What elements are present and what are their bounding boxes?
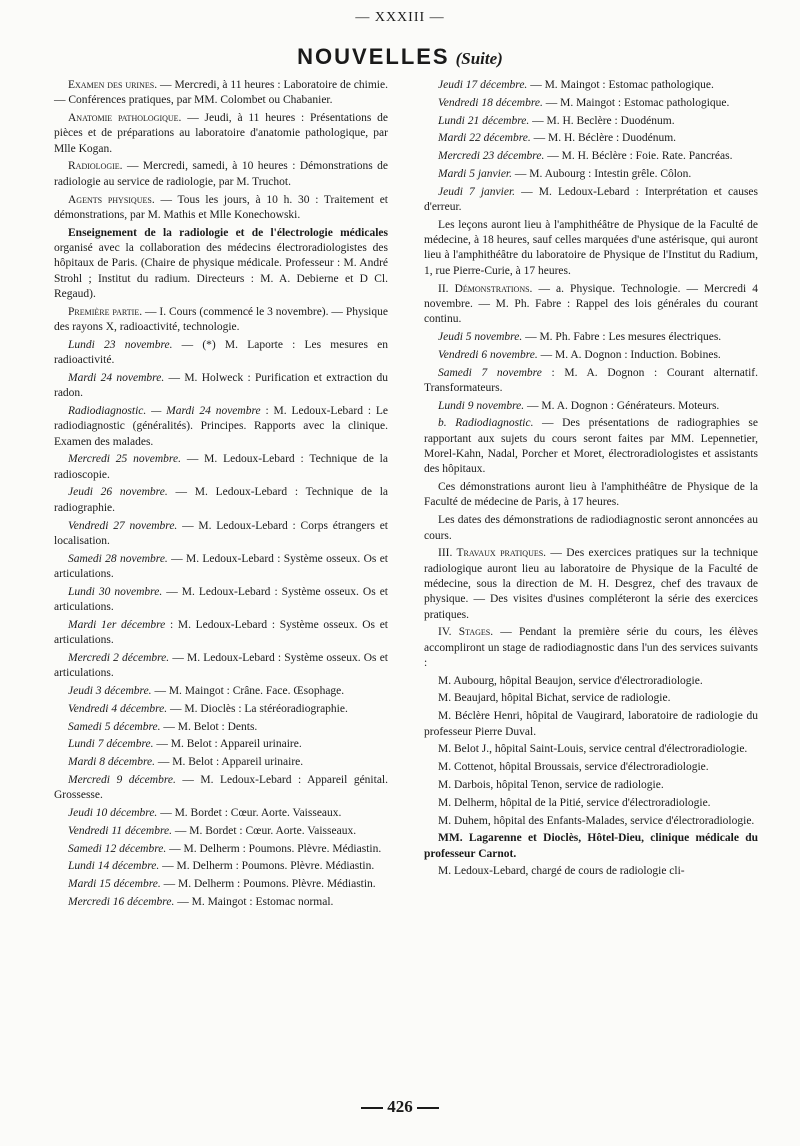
session-item: [424, 366, 758, 397]
session-item: [54, 720, 388, 735]
session-date: Lundi 30 novembre.: [68, 585, 163, 598]
session-item: [54, 371, 388, 402]
text-agents: — Tous les jours, à 10 h. 30 : Traitement et démonstrations, par M. Mathis et Mlle Konechowski.: [54, 193, 388, 221]
label-stages: IV. Stages.: [438, 626, 494, 639]
session-date: Lundi 21 décembre.: [438, 114, 530, 127]
session-item: [54, 702, 388, 717]
session-item: [54, 824, 388, 839]
session-text: — M. Holweck : Purification et extraction du radon.: [54, 371, 388, 400]
session-text: — M. Bordet : Cœur. Aorte. Vaisseaux.: [157, 807, 342, 820]
session-item: [54, 651, 388, 682]
session-text: : M. A. Dognon : Courant alternatif. Transformateurs.: [424, 366, 758, 394]
session-text: : M. Ledoux-Lebard : Le radiodiagnostic (généralités). Principes. Rapports avec la clinique. Examen des malades.: [54, 404, 389, 448]
session-date: Samedi 12 décembre.: [68, 842, 167, 855]
session-date: Mardi 15 décembre.: [68, 878, 161, 891]
session-item: [54, 773, 388, 804]
session-item: [54, 859, 388, 874]
session-item: [424, 185, 758, 216]
session-date: Samedi 5 décembre.: [68, 720, 161, 733]
session-date: Mardi 1er décembre: [68, 618, 166, 631]
session-date: Radiodiagnostic. — Mardi 24 novembre: [68, 404, 261, 417]
label-premiere-partie: Première partie.: [68, 305, 143, 318]
session-item: [424, 131, 758, 146]
session-date: Mercredi 23 décembre.: [438, 150, 545, 163]
session-text: — M. Ledoux-Lebard : Interprétation et causes d'erreur.: [424, 185, 758, 214]
session-date: Mercredi 16 décembre.: [68, 896, 175, 909]
session-date: Mardi 24 novembre.: [68, 371, 165, 384]
session-date: Vendredi 27 novembre.: [68, 519, 178, 532]
label-anatomie: Anatomie pathologique.: [68, 112, 182, 125]
paragraph-demonstrations: [424, 282, 758, 328]
label-agents: Agents physiques.: [68, 193, 155, 206]
session-date: Samedi 7 novembre: [438, 366, 542, 379]
session-text: — M. A. Dognon : Générateurs. Moteurs.: [524, 399, 720, 412]
session-item: [54, 404, 388, 450]
session-text: — M. Maingot : Estomac pathologique.: [542, 96, 730, 109]
session-text: — M. H. Béclère : Duodénum.: [530, 132, 677, 145]
text-anatomie: — Jeudi, à 11 heures : Présentations de pièces et de préparations au laboratoire d'anatomie pathologique, par Mlle Kogan.: [54, 112, 388, 155]
session-text: — M. Delherm : Poumons. Plèvre. Médiastin.: [166, 842, 382, 855]
session-text: — (*) M. Laporte : Les mesures en radioactivité.: [54, 338, 388, 367]
label-radiodiagnostic: b. Radiodiagnostic.: [438, 417, 534, 430]
session-item: [54, 895, 388, 910]
paragraph-radiodiagnostic: [424, 416, 758, 477]
session-item: [424, 330, 758, 345]
session-text: — M. Ledoux-Lebard : Système osseux. Os et articulations.: [54, 585, 388, 613]
stage-item: M. Beaujard, hôpital Bichat, service de radiologie.: [438, 692, 671, 705]
text-examens: — Mercredi, à 11 heures : Laboratoire de chimie. — Conférences pratiques, par MM. Colombet ou Chabanier.: [54, 79, 388, 107]
footer-dash-right: [417, 1107, 439, 1109]
paragraph-agents: [54, 193, 388, 224]
session-text: — M. Ledoux-Lebard : Technique de la radiographie.: [54, 486, 388, 514]
stage-item: M. Cottenot, hôpital Broussais, service d'électroradiologie.: [438, 761, 709, 774]
session-date: Samedi 28 novembre.: [68, 552, 168, 565]
text-radiologie: — Mercredi, samedi, à 10 heures : Démonstrations de radiologie au service de radiologie, par M. Truchot.: [54, 160, 388, 188]
session-text: — M. Dioclès : La stéréoradiographie.: [167, 702, 348, 715]
paragraph-enseignement: [54, 226, 388, 302]
paragraph-radiologie: [54, 159, 388, 190]
session-text: — M. Maingot : Estomac pathologique.: [527, 79, 714, 91]
session-date: Jeudi 5 novembre.: [438, 330, 523, 343]
stage-item: M. Belot J., hôpital Saint-Louis, service central d'électroradiologie.: [438, 743, 748, 756]
session-date: Mercredi 9 décembre.: [68, 773, 176, 786]
right-session-list: [424, 78, 758, 215]
session-date: Mardi 5 janvier.: [438, 167, 512, 180]
stage-item: M. Béclère Henri, hôpital de Vaugirard, laboratoire de radiologie du professeur Pierre Duval.: [424, 710, 758, 738]
enseignement-heading: Enseignement de la radiologie et de l'électrologie médicales: [68, 226, 388, 239]
text-premiere-partie: — I. Cours (commencé le 3 novembre). — Physique des rayons X, radioactivité, technologie.: [54, 305, 388, 333]
left-session-list: [54, 338, 388, 911]
page-roman-numeral: XXXIII: [374, 10, 426, 25]
stage-item: M. Ledoux-Lebard, chargé de cours de radiologie cli-: [438, 865, 685, 878]
session-text: — M. Belot : Appareil urinaire.: [153, 738, 302, 751]
text-demonstrations: — a. Physique. Technologie. — Mercredi 4 novembre. — M. Ph. Fabre : Rappel des lois générales du courant continu.: [424, 282, 758, 326]
session-date: Vendredi 6 novembre.: [438, 348, 538, 361]
text-enseignement: organisé avec la collaboration des médecins électroradiologistes des hôpitaux de Paris. (Chaire de physique médicale. Professeur : M. André Strohl ; Institut du radium. Directeurs : M. A. Debierne et D Cl. Regaud).: [54, 241, 388, 300]
session-text: — M. Ledoux-Lebard : Système osseux. Os et articulations.: [54, 651, 388, 680]
session-item: [54, 618, 388, 649]
session-item: [54, 684, 388, 699]
session-item: [424, 348, 758, 363]
session-item: [54, 842, 388, 857]
session-item: [54, 806, 388, 821]
session-item: [424, 399, 758, 414]
paragraph-stages: [424, 625, 758, 671]
session-text: — M. H. Béclère : Foie. Rate. Pancréas.: [544, 150, 733, 163]
session-text: — M. A. Dognon : Induction. Bobines.: [537, 348, 721, 361]
session-item: [424, 78, 758, 93]
session-text: — M. Belot : Dents.: [160, 720, 258, 733]
stage-item: MM. Lagarenne et Dioclès, Hôtel-Dieu, clinique médicale du professeur Carnot.: [424, 832, 758, 860]
session-text: — M. Bordet : Cœur. Aorte. Vaisseaux.: [172, 824, 357, 837]
session-text: — M. H. Beclère : Duodénum.: [529, 114, 675, 127]
session-item: [54, 519, 388, 550]
session-text: — M. Delherm : Poumons. Plèvre. Médiastin.: [159, 860, 375, 873]
stages-list: [424, 674, 758, 880]
session-date: Mercredi 25 novembre.: [68, 453, 181, 466]
session-date: Mardi 8 décembre.: [68, 756, 155, 769]
session-date: Vendredi 11 décembre.: [68, 824, 172, 837]
session-date: Vendredi 18 décembre.: [438, 96, 543, 109]
stage-item: M. Delherm, hôpital de la Pitié, service d'électroradiologie.: [438, 796, 711, 809]
session-item: [424, 114, 758, 129]
paragraph-demo-lieu: Ces démonstrations auront lieu à l'amphithéâtre de Physique de la Faculté de médecine de Paris, à 17 heures.: [424, 481, 758, 509]
session-text: : M. Ledoux-Lebard : Système osseux. Os et articulations.: [54, 618, 388, 647]
session-text: — M. Belot : Appareil urinaire.: [154, 756, 304, 769]
session-text: — M. Ph. Fabre : Les mesures électriques.: [522, 330, 722, 343]
footer-dash-left: [361, 1107, 383, 1109]
session-item: [54, 485, 388, 516]
session-date: Jeudi 7 janvier.: [438, 185, 516, 198]
session-item: [54, 755, 388, 770]
session-text: — M. Ledoux-Lebard : Appareil génital. Grossesse.: [54, 773, 388, 802]
session-date: Jeudi 26 novembre.: [68, 486, 168, 499]
page-footer: [0, 1097, 800, 1117]
demo-session-list: [424, 330, 758, 414]
title-suite: (Suite): [455, 49, 503, 68]
page-number: 426: [387, 1097, 413, 1116]
label-demonstrations: II. Démonstrations.: [438, 282, 533, 295]
session-item: [54, 552, 388, 583]
session-date: Jeudi 3 décembre.: [68, 684, 152, 697]
label-examens: Examen des urines.: [68, 79, 158, 91]
section-title: [0, 44, 800, 70]
session-date: Mardi 22 décembre.: [438, 132, 531, 145]
session-text: — M. Maingot : Crâne. Face. Œsophage.: [151, 684, 345, 697]
text-travaux: — Des exercices pratiques sur la technique radiologique auront lieu au laboratoire de Physique de la Faculté de médecine, sous la direction de M. H. Desgrez, chef des travaux de physique. — Des visites d'usines compléteront la série des exercices pratiques.: [424, 547, 758, 621]
session-item: [424, 167, 758, 182]
session-text: — M. Ledoux-Lebard : Technique de la radioscopie.: [54, 453, 388, 481]
stage-item: M. Darbois, hôpital Tenon, service de radiologie.: [438, 778, 664, 791]
session-text: — M. Maingot : Estomac normal.: [174, 896, 334, 909]
session-item: [424, 96, 758, 111]
paragraph-travaux: [424, 546, 758, 622]
label-travaux: III. Travaux pratiques.: [438, 547, 547, 560]
session-date: Lundi 7 décembre.: [68, 738, 154, 751]
session-item: [54, 877, 388, 892]
paragraph-premiere-partie: [54, 305, 388, 336]
title-main: NOUVELLES: [297, 44, 450, 69]
paragraph-examens: [54, 78, 388, 109]
session-item: [54, 585, 388, 616]
session-text: — M. Ledoux-Lebard : Système osseux. Os et articulations.: [54, 552, 388, 580]
session-date: Jeudi 10 décembre.: [68, 807, 158, 820]
session-date: Lundi 14 décembre.: [68, 860, 160, 873]
session-date: Lundi 9 novembre.: [438, 399, 525, 412]
session-item: [54, 338, 388, 369]
session-item: [424, 149, 758, 164]
text-stages: — Pendant la première série du cours, les élèves accompliront un stage de radiodiagnostic dans l'un des services suivants :: [424, 626, 758, 669]
paragraph-anatomie: [54, 111, 388, 157]
session-date: Mercredi 2 décembre.: [68, 651, 170, 664]
label-radiologie: Radiologie.: [68, 160, 123, 173]
paragraph-lecons: Les leçons auront lieu à l'amphithéâtre de Physique de la Faculté de médecine, à 18 heures, sauf celles marquées d'une astérisque, qui auront lieu à l'amphithéâtre du laboratoire de Physique de l'Institut du Radium, 1, rue Pierre-Curie, à 17 heures.: [424, 218, 758, 277]
text-radiodiagnostic: — Des présentations de radiographies se rapportant aux sujets du cours seront faites par MM. Lepennetier, Morel-Kahn, Nadal, Porcher et Moret, électroradiologistes et assistants des hôpitaux.: [424, 417, 758, 476]
session-date: Jeudi 17 décembre.: [438, 79, 528, 91]
session-date: Lundi 23 novembre.: [68, 338, 173, 351]
running-header: — XXXIII —: [355, 10, 445, 25]
paragraph-dates: Les dates des démonstrations de radiodiagnostic seront annoncées au cours.: [424, 514, 758, 542]
right-column: [424, 78, 758, 882]
session-date: Vendredi 4 décembre.: [68, 702, 168, 715]
stage-item: M. Aubourg, hôpital Beaujon, service d'électroradiologie.: [438, 674, 703, 687]
session-text: — M. Ledoux-Lebard : Corps étrangers et localisation.: [54, 519, 389, 547]
left-column: [54, 78, 388, 913]
session-text: — M. Delherm : Poumons. Plèvre. Médiastin.: [160, 878, 376, 891]
session-item: [54, 737, 388, 752]
session-text: — M. Aubourg : Intestin grêle. Côlon.: [512, 167, 692, 180]
stage-item: M. Duhem, hôpital des Enfants-Malades, service d'électroradiologie.: [438, 814, 755, 827]
session-item: [54, 452, 388, 483]
